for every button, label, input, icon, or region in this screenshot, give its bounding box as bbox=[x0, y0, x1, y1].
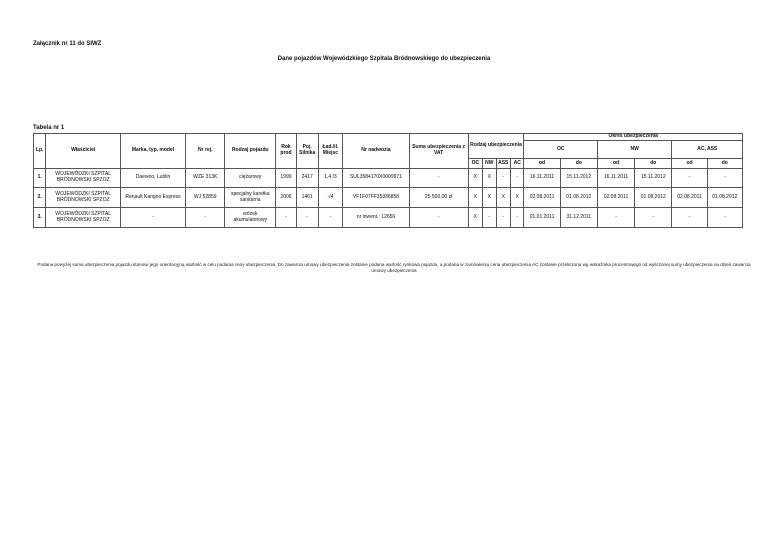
cell-oc-od: 01.01.2011 bbox=[524, 208, 560, 228]
col-nw-od: od bbox=[597, 159, 634, 169]
col-type-nw: NW bbox=[483, 159, 496, 169]
cell-year: 2006 bbox=[276, 188, 297, 208]
cell-type: specjalny karetka sanitarna bbox=[225, 188, 276, 208]
cell-body: VF1F07FF35336858 bbox=[343, 188, 409, 208]
col-year: Rok prod bbox=[276, 134, 297, 169]
cell-oc-od: 02.08.2011 bbox=[524, 188, 560, 208]
cell-nw-do: 15.11.2012 bbox=[635, 169, 672, 188]
cell-type: ciężarowy bbox=[225, 169, 276, 188]
cell-nw: - bbox=[483, 208, 496, 228]
col-acass-do: do bbox=[707, 159, 742, 169]
cell-lp: 1. bbox=[34, 169, 46, 188]
cell-oc-do: 15.11.2012 bbox=[560, 169, 597, 188]
col-acass-od: od bbox=[672, 159, 707, 169]
cell-engine: 1461 bbox=[296, 188, 318, 208]
cell-owner: WOJEWÓDZKI SZPITAL BRÓDNOWSKI SPZOZ bbox=[46, 188, 121, 208]
cell-ass: X bbox=[496, 188, 510, 208]
col-load: Ład./il. Miejsc bbox=[318, 134, 343, 169]
cell-reg: WJ 52859 bbox=[186, 188, 225, 208]
cell-sum: - bbox=[409, 169, 468, 188]
col-make: Marka, typ, model bbox=[120, 134, 185, 169]
cell-ac: X bbox=[511, 188, 524, 208]
col-period-oc: OC bbox=[524, 141, 597, 159]
cell-body: nr inwent.: 12656 bbox=[343, 208, 409, 228]
table-row bbox=[34, 169, 743, 188]
cell-nw-od: - bbox=[597, 208, 634, 228]
col-nw-do: do bbox=[635, 159, 672, 169]
cell-acass-do: - bbox=[707, 208, 742, 228]
cell-oc-do: 01.08.2012 bbox=[560, 188, 597, 208]
table-row bbox=[34, 208, 743, 228]
cell-load: -/4 bbox=[318, 188, 343, 208]
col-engine: Poj. Silnika bbox=[296, 134, 318, 169]
cell-oc-do: 31.12.2011 bbox=[560, 208, 597, 228]
cell-owner: WOJEWÓDZKI SZPITAL BRÓDNOWSKI SPZOZ bbox=[46, 208, 121, 228]
cell-engine: 2417 bbox=[296, 169, 318, 188]
col-reg: Nr rej. bbox=[186, 134, 225, 169]
col-type-ass: ASS bbox=[496, 159, 510, 169]
cell-type: wózek akumulatorowy bbox=[225, 208, 276, 228]
cell-acass-do: - bbox=[707, 169, 742, 188]
cell-acass-od: - bbox=[672, 208, 707, 228]
col-sum: Suma ubezpieczenia z VAT bbox=[409, 134, 468, 169]
cell-nw-od: 02.08.2011 bbox=[597, 188, 634, 208]
cell-lp: 2. bbox=[34, 188, 46, 208]
cell-nw-do: 01.08.2012 bbox=[635, 188, 672, 208]
cell-ass: - bbox=[496, 208, 510, 228]
cell-owner: WOJEWÓDZKI SZPITAL BRÓDNOWSKI SPZOZ bbox=[46, 169, 121, 188]
attachment-label: Załącznik nr 11 do SIWZ bbox=[33, 41, 102, 47]
cell-reg: WZE 313K bbox=[186, 169, 225, 188]
col-insurance-period: Okres ubezpieczenia bbox=[524, 134, 743, 141]
cell-reg: - bbox=[186, 208, 225, 228]
cell-acass-do: 01.08.2012 bbox=[707, 188, 742, 208]
cell-oc: X bbox=[468, 188, 482, 208]
cell-engine: - bbox=[296, 208, 318, 228]
col-body: Nr nadwozia bbox=[343, 134, 409, 169]
cell-make: - bbox=[120, 208, 185, 228]
cell-lp: 3. bbox=[34, 208, 46, 228]
footnote: Podana powyżej suma ubezpieczenia pojazdu stanowi jego orientacyjną wartość w celu podania ceny ubezpieczenia. Do zawarcia umowy ubezpieczenia zostanie podana wartość rynkowa pojazdu, a podana w zamówieniu cena ubezpieczenia AC zostanie przeliczona wg wskaźnika procentowego od wyliczonej sumy ubezpieczenia na dzień zawarcia umowy ubezpieczenia bbox=[37, 262, 751, 273]
cell-ass: - bbox=[496, 169, 510, 188]
col-type: Rodzaj pojazdu bbox=[225, 134, 276, 169]
col-oc-od: od bbox=[524, 159, 560, 169]
cell-nw: X bbox=[483, 188, 496, 208]
col-insurance-type: Rodzaj ubezpieczenia bbox=[468, 134, 524, 159]
cell-nw: X bbox=[483, 169, 496, 188]
cell-load: 1,4 /3 bbox=[318, 169, 343, 188]
col-oc-do: do bbox=[560, 159, 597, 169]
cell-load: - bbox=[318, 208, 343, 228]
cell-year: 1999 bbox=[276, 169, 297, 188]
cell-nw-do: - bbox=[635, 208, 672, 228]
table-row bbox=[34, 188, 743, 208]
cell-sum: 25 500,00 zł bbox=[409, 188, 468, 208]
cell-oc: X bbox=[468, 169, 482, 188]
cell-acass-od: - bbox=[672, 169, 707, 188]
cell-oc: X bbox=[468, 208, 482, 228]
cell-make: Renault Kangoo Express bbox=[120, 188, 185, 208]
vehicles-table bbox=[33, 133, 743, 228]
col-type-oc: OC bbox=[468, 159, 482, 169]
cell-oc-od: 16.11.2011 bbox=[524, 169, 560, 188]
cell-sum: - bbox=[409, 208, 468, 228]
cell-acass-od: 02.08.2011 bbox=[672, 188, 707, 208]
cell-year: - bbox=[276, 208, 297, 228]
cell-ac: - bbox=[511, 208, 524, 228]
document-title: Dane pojazdów Wojewódzkiego Szpitala Bródnowskiego do ubezpieczenia bbox=[277, 56, 491, 62]
col-type-ac: AC bbox=[511, 159, 524, 169]
cell-nw-od: 16.11.2011 bbox=[597, 169, 634, 188]
cell-body: SUL3584170X0009971 bbox=[343, 169, 409, 188]
cell-ac: - bbox=[511, 169, 524, 188]
col-period-nw: NW bbox=[597, 141, 672, 159]
table-title: Tabela nr 1 bbox=[33, 125, 65, 131]
col-owner: Właściciel bbox=[46, 134, 121, 169]
cell-make: Daewoo, Lublin bbox=[120, 169, 185, 188]
col-lp: Lp. bbox=[34, 134, 46, 169]
col-period-ac-ass: AC, ASS bbox=[672, 141, 743, 159]
